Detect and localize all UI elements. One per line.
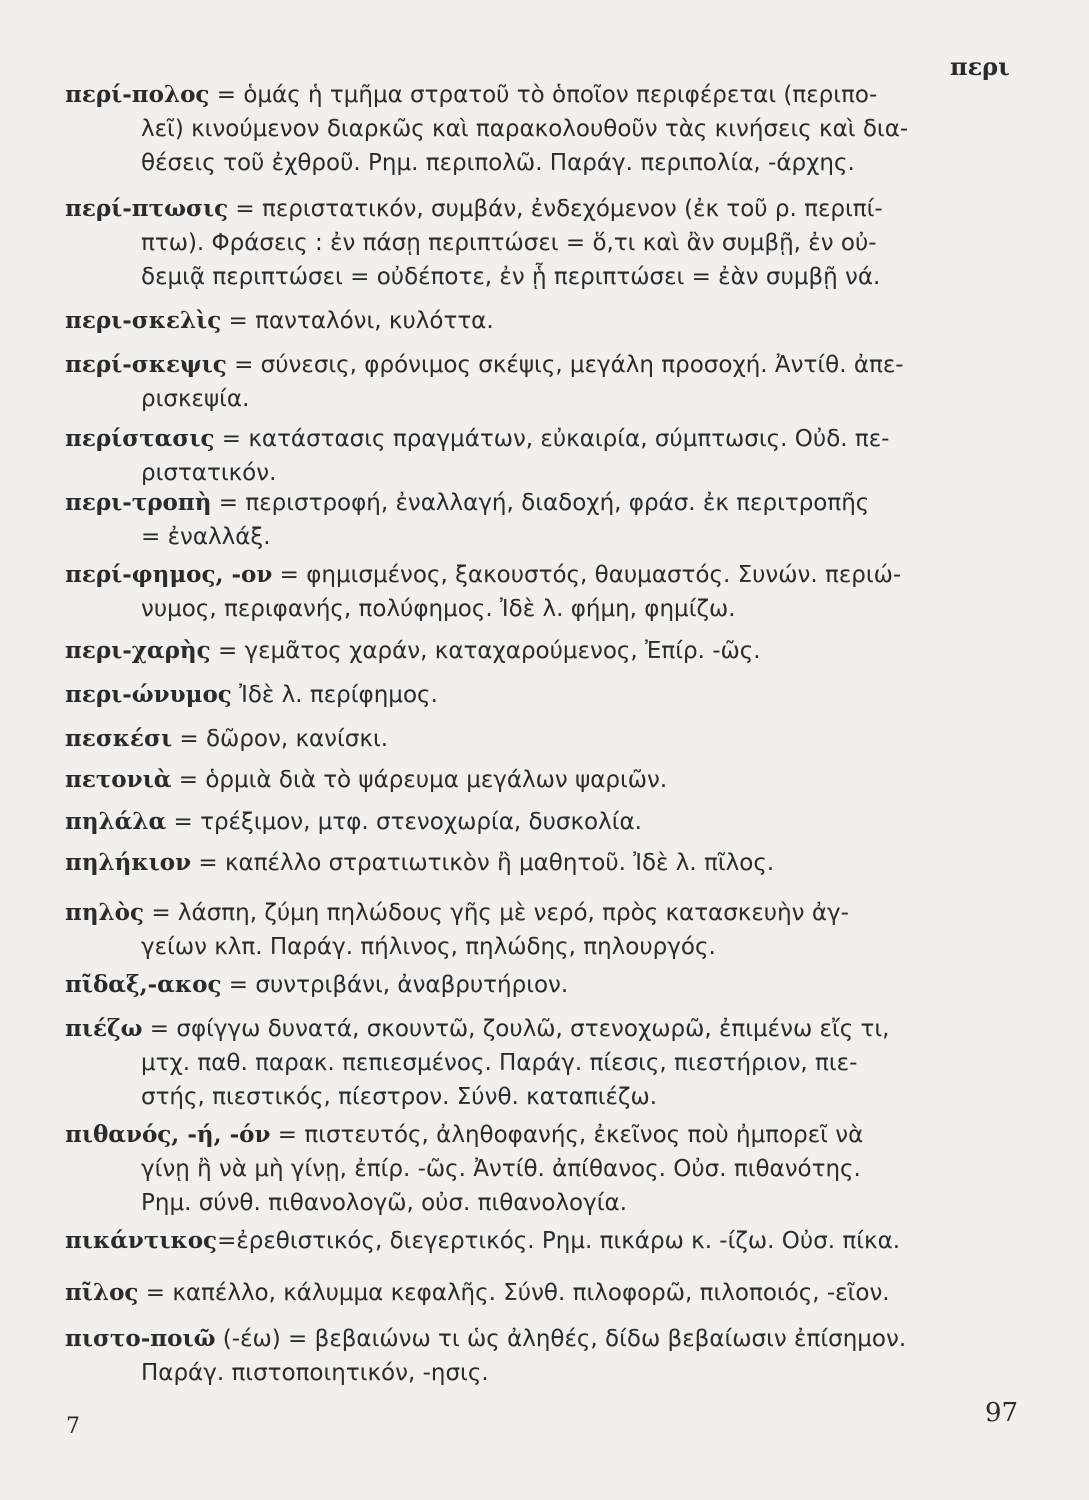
- definition-line: ριστατικόν.: [141, 460, 277, 486]
- entry-peripolos: [65, 78, 1023, 180]
- definition-line: = κατάστασις πραγμάτων, εὐκαιρία, σύμπτωσις. Οὐδ. πε-: [214, 426, 890, 452]
- definition-line: = πανταλόνι, κυλόττα.: [221, 308, 494, 334]
- headword: πεσκέσι: [65, 725, 173, 752]
- definition-line: Ἰδὲ λ. περίφημος.: [231, 682, 438, 708]
- headword: πηλήκιον: [65, 849, 192, 876]
- headword: περι-χαρὴς: [65, 637, 211, 664]
- definition-line: θέσεις τοῦ ἐχθροῦ. Ρημ. περιπολῶ. Παράγ. περιπολία, -άρχης.: [141, 150, 855, 176]
- headword: πῖδαξ,-ακος: [65, 971, 222, 998]
- entry-perifimos: [65, 558, 1023, 626]
- definition-line: =ἐρεθιστικός, διεγερτικός. Ρημ. πικάρω κ. -ίζω. Οὐσ. πίκα.: [217, 1228, 901, 1254]
- entry-pilos-clay: [65, 896, 1023, 964]
- definition-line: λεῖ) κινούμενον διαρκῶς καὶ παρακολουθοῦν τὰς κινήσεις καὶ δια-: [141, 116, 909, 142]
- definition-line: ρισκεψία.: [141, 386, 250, 412]
- headword: περί-φημος, -ον: [65, 561, 273, 588]
- headword: περι-σκελὶς: [65, 307, 222, 334]
- entry-pistopoio: [65, 1322, 1023, 1390]
- definition-line: Ρημ. σύνθ. πιθανολογῶ, οὐσ. πιθανολογία.: [141, 1190, 627, 1216]
- definition-line: = καπέλλο, κάλυμμα κεφαλῆς. Σύνθ. πιλοφορῶ, πιλοποιός, -εῖον.: [138, 1280, 890, 1306]
- definition-line: = περιστροφή, ἐναλλαγή, διαδοχή, φράσ. ἐκ περιτροπῆς: [211, 490, 870, 516]
- entry-pidax: [65, 968, 1023, 1002]
- headword: πικάντικος: [65, 1227, 218, 1254]
- definition-line: = συντριβάνι, ἀναβρυτήριον.: [221, 972, 569, 998]
- headword: περίστασις: [65, 425, 215, 452]
- entry-pilala: [65, 805, 1023, 839]
- definition-line: = καπέλλο στρατιωτικὸν ἢ μαθητοῦ. Ἰδὲ λ. πῖλος.: [191, 850, 775, 876]
- definition-line: Παράγ. πιστοποιητικόν, -ησις.: [141, 1360, 489, 1386]
- entry-pithanos: [65, 1118, 1023, 1220]
- entry-peritropi: [65, 486, 1023, 554]
- headword: πιθανός, -ή, -όν: [65, 1121, 271, 1148]
- entry-periptosis: [65, 192, 1023, 294]
- entry-peristasis: [65, 422, 1023, 490]
- headword: περι-τροπὴ: [65, 489, 212, 516]
- definition-line: = σφίγγω δυνατά, σκουντῶ, ζουλῶ, στενοχωρῶ, ἐπιμένω εἴς τι,: [142, 1016, 890, 1042]
- headword: περί-πτωσις: [65, 195, 229, 222]
- headword: πηλὸς: [65, 899, 145, 926]
- definition-line: = ὁρμιὰ διὰ τὸ ψάρευμα μεγάλων ψαριῶν.: [171, 767, 668, 793]
- definition-line: = γεμᾶτος χαράν, καταχαρούμενος, Ἐπίρ. -ῶς.: [210, 638, 761, 664]
- definition-line: νυμος, περιφανής, πολύφημος. Ἰδὲ λ. φήμη, φημίζω.: [141, 596, 736, 622]
- headword: περί-σκεψις: [65, 351, 227, 378]
- definition-line: = τρέξιμον, μτφ. στενοχωρία, δυσκολία.: [166, 809, 642, 835]
- definition-line: = φημισμένος, ξακουστός, θαυμαστός. Συνών. περιώ-: [272, 562, 902, 588]
- headword: πῖλος: [65, 1279, 139, 1306]
- entry-peskesi: [65, 722, 1023, 756]
- entry-petonia: [65, 763, 1023, 797]
- signature-mark: 7: [66, 1414, 80, 1439]
- headword: πηλάλα: [65, 808, 167, 835]
- definition-line: γίνῃ ἢ νὰ μὴ γίνῃ, ἐπίρ. -ῶς. Ἀντίθ. ἀπίθανος. Οὐσ. πιθανότης.: [141, 1156, 861, 1182]
- entry-piezo: [65, 1012, 1023, 1114]
- definition-line: δεμιᾷ περιπτώσει = οὐδέποτε, ἐν ᾗ περιπτώσει = ἐὰν συμβῇ νά.: [141, 264, 881, 290]
- headword: πιστο-ποιῶ: [65, 1325, 216, 1352]
- definition-line: γείων κλπ. Παράγ. πήλινος, πηλώδης, πηλουργός.: [141, 934, 716, 960]
- definition-line: = πιστευτός, ἀληθοφανής, ἐκεῖνος ποὺ ἠμπορεῖ νὰ: [270, 1122, 864, 1148]
- entry-periskelis: [65, 304, 1023, 338]
- definition-line: = σύνεσις, φρόνιμος σκέψις, μεγάλη προσοχή. Ἀντίθ. ἀπε-: [226, 352, 904, 378]
- running-head: περι: [950, 52, 1010, 81]
- definition-line: μτχ. παθ. παρακ. πεπιεσμένος. Παράγ. πίεσις, πιεστήριον, πιε-: [141, 1050, 858, 1076]
- entry-perichares: [65, 634, 1023, 668]
- definition-line: πτω). Φράσεις : ἐν πάσῃ περιπτώσει = ὅ,τι καὶ ἂν συμβῇ, ἐν οὐ-: [141, 230, 877, 256]
- definition-line: = περιστατικόν, συμβάν, ἐνδεχόμενον (ἐκ τοῦ ρ. περιπί-: [228, 196, 883, 222]
- definition-line: = ἐναλλάξ.: [141, 524, 271, 550]
- entry-pilikion: [65, 846, 1023, 880]
- page-number: 97: [985, 1398, 1019, 1428]
- definition-line: (-έω) = βεβαιώνω τι ὡς ἀληθές, δίδω βεβαίωσιν ἐπίσημον.: [215, 1326, 907, 1352]
- entry-periwnymos: [65, 678, 1023, 712]
- definition-line: = δῶρον, κανίσκι.: [172, 726, 389, 752]
- definition-line: = ὁμάς ἡ τμῆμα στρατοῦ τὸ ὁποῖον περιφέρεται (περιπο-: [209, 82, 878, 108]
- entry-periskepsis: [65, 348, 1023, 416]
- definition-line: στής, πιεστικός, πίεστρον. Σύνθ. καταπιέζω.: [141, 1084, 658, 1110]
- headword: πετονιὰ: [65, 766, 172, 793]
- entry-pilos-hat: [65, 1276, 1023, 1310]
- headword: περί-πολος: [65, 81, 210, 108]
- entry-pikantikos: [65, 1224, 1023, 1258]
- headword: πιέζω: [65, 1015, 143, 1042]
- headword: περι-ώνυμος: [65, 681, 232, 708]
- definition-line: = λάσπη, ζύμη πηλώδους γῆς μὲ νερό, πρὸς κατασκευὴν ἀγ-: [144, 900, 849, 926]
